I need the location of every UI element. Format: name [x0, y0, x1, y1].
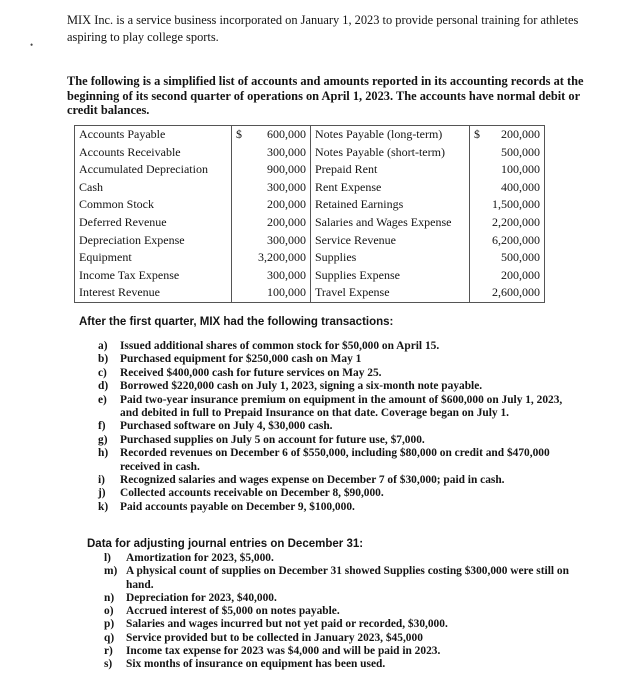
- accounts-description: The following is a simplified list of accounts and amounts reported in its accounting records at the beginning of its second quarter of operations on April 1, 2023. The accounts have normal debit or credit balances.: [67, 74, 584, 117]
- account-name-text: Accounts Receivable: [79, 144, 181, 159]
- account-name: [75, 144, 232, 162]
- account-name: [75, 232, 232, 250]
- account-name-text: Prepaid Rent: [315, 162, 378, 177]
- account-name-text: Notes Payable (short-term): [315, 144, 445, 159]
- account-name-text: Cash: [79, 179, 103, 194]
- table-row: [75, 179, 545, 197]
- adjustments-list: [104, 552, 579, 672]
- item-text: Issued additional shares of common stock for $50,000 on April 15.: [120, 340, 440, 352]
- account-name: [311, 196, 470, 214]
- account-amount: [470, 214, 545, 232]
- table-row: [75, 144, 545, 162]
- list-item: [98, 447, 578, 474]
- account-name: [75, 267, 232, 285]
- account-amount: [470, 196, 545, 214]
- table-row: [75, 161, 545, 179]
- account-amount-text: 300,000: [267, 179, 306, 194]
- account-name: [75, 161, 232, 179]
- item-text: Purchased software on July 4, $30,000 cash.: [120, 420, 333, 433]
- table-row: [75, 196, 545, 214]
- item-letter: r): [104, 645, 113, 658]
- account-amount: [470, 267, 545, 285]
- account-amount-text: 100,000: [267, 285, 306, 300]
- account-amount-text: 100,000: [501, 162, 540, 177]
- item-text: Depreciation for 2023, $40,000.: [126, 591, 277, 604]
- item-text: Purchased supplies on July 5 on account for future use, $7,000.: [120, 433, 425, 446]
- list-item: [98, 380, 578, 393]
- list-item: [104, 632, 579, 645]
- account-name-text: Rent Expense: [315, 179, 382, 194]
- list-item: [98, 434, 578, 447]
- table-row: [75, 267, 545, 285]
- item-text: Recorded revenues on December 6 of $550,000, including $80,000 on credit and $470,000 received in cash.: [120, 447, 550, 473]
- list-item: [98, 420, 578, 433]
- account-name: [311, 284, 470, 302]
- account-amount: [232, 249, 311, 267]
- item-letter: h): [98, 447, 109, 460]
- account-amount: [232, 267, 311, 285]
- account-name-text: Accumulated Depreciation: [79, 162, 208, 177]
- account-amount-text: 200,000: [267, 215, 306, 230]
- item-letter: f): [98, 420, 106, 433]
- account-amount-text: 300,000: [267, 267, 306, 282]
- account-amount-text: 3,200,000: [258, 250, 306, 265]
- table-row: [75, 284, 545, 302]
- account-amount-text: 200,000: [501, 267, 540, 282]
- item-letter: l): [104, 552, 111, 564]
- table-row: [75, 249, 545, 267]
- account-amount-text: 300,000: [267, 144, 306, 159]
- account-name: [75, 284, 232, 302]
- account-name: [311, 214, 470, 232]
- item-letter: c): [98, 366, 107, 379]
- transactions-list: [98, 340, 578, 514]
- account-amount-text: 2,200,000: [492, 215, 540, 230]
- adjusting-heading: Data for adjusting journal entries on December 31:: [87, 538, 364, 550]
- transactions-heading: After the first quarter, MIX had the following transactions:: [79, 316, 394, 328]
- item-letter: m): [104, 565, 118, 578]
- item-letter: i): [98, 474, 105, 487]
- list-item: [98, 501, 578, 514]
- item-letter: k): [98, 500, 109, 513]
- account-name: [311, 179, 470, 197]
- account-name-text: Salaries and Wages Expense: [315, 215, 452, 230]
- item-letter: j): [98, 487, 106, 500]
- item-letter: p): [104, 618, 115, 631]
- account-amount-text: 400,000: [501, 179, 540, 194]
- item-letter: n): [104, 591, 115, 604]
- account-name: [311, 161, 470, 179]
- item-text: Income tax expense for 2023 was $4,000 and will be paid in 2023.: [126, 645, 441, 658]
- account-amount-text: 200,000: [267, 197, 306, 212]
- item-letter: q): [104, 631, 115, 644]
- account-amount-text: 6,200,000: [492, 232, 540, 247]
- item-letter: a): [98, 340, 108, 352]
- list-item: [104, 605, 579, 618]
- account-name: [75, 249, 232, 267]
- account-name-text: Notes Payable (long-term): [315, 127, 443, 142]
- account-amount: [232, 126, 311, 144]
- list-item: [98, 394, 578, 421]
- currency-symbol: $: [236, 127, 242, 142]
- account-amount: [470, 179, 545, 197]
- account-amount-text: 1,500,000: [492, 197, 540, 212]
- item-text: Paid accounts payable on December 9, $100,000.: [120, 500, 355, 513]
- list-item: [104, 552, 579, 565]
- account-amount-text: 900,000: [267, 162, 306, 177]
- account-amount-text: 200,000: [501, 127, 540, 142]
- account-name-text: Depreciation Expense: [79, 232, 185, 247]
- account-name-text: Interest Revenue: [79, 285, 160, 300]
- account-name: [75, 126, 232, 144]
- account-name: [311, 144, 470, 162]
- item-text: Received $400,000 cash for future services on May 25.: [120, 366, 382, 379]
- item-text: Six months of insurance on equipment has been used.: [126, 658, 386, 671]
- item-text: Recognized salaries and wages expense on December 7 of $30,000; paid in cash.: [120, 474, 505, 487]
- list-item: [98, 474, 578, 487]
- account-amount: [470, 249, 545, 267]
- list-item: [104, 645, 579, 658]
- account-name: [311, 126, 470, 144]
- table-row: [75, 232, 545, 250]
- account-name-text: Travel Expense: [315, 285, 390, 300]
- account-name: [75, 214, 232, 232]
- account-name-text: Accounts Payable: [79, 127, 166, 142]
- account-name-text: Retained Earnings: [315, 197, 404, 212]
- account-name-text: Income Tax Expense: [79, 267, 180, 282]
- list-item: [98, 353, 578, 366]
- item-letter: e): [98, 393, 107, 406]
- account-name-text: Deferred Revenue: [79, 215, 167, 230]
- item-text: Salaries and wages incurred but not yet paid or recorded, $30,000.: [126, 618, 448, 631]
- item-letter: d): [98, 380, 109, 393]
- account-name-text: Equipment: [79, 250, 132, 265]
- item-text: Borrowed $220,000 cash on July 1, 2023, signing a six-month note payable.: [120, 380, 483, 393]
- account-amount: [470, 144, 545, 162]
- item-text: Accrued interest of $5,000 on notes payable.: [126, 605, 340, 618]
- account-name: [311, 267, 470, 285]
- account-name: [311, 232, 470, 250]
- account-amount: [232, 196, 311, 214]
- account-amount: [232, 161, 311, 179]
- account-name-text: Service Revenue: [315, 232, 396, 247]
- item-text: Purchased equipment for $250,000 cash on May 1: [120, 353, 362, 366]
- list-item: [104, 658, 579, 671]
- table-row: [75, 214, 545, 232]
- list-item: [98, 487, 578, 500]
- account-amount: [232, 232, 311, 250]
- account-amount: [470, 161, 545, 179]
- margin-mark: •: [30, 40, 34, 50]
- account-amount: [470, 126, 545, 144]
- item-text: Collected accounts receivable on December 8, $90,000.: [120, 487, 384, 500]
- account-name-text: Common Stock: [79, 197, 155, 212]
- list-item: [98, 367, 578, 380]
- item-text: Amortization for 2023, $5,000.: [126, 552, 274, 564]
- intro-paragraph: MIX Inc. is a service business incorporated on January 1, 2023 to provide personal training for athletes aspiring to play college sports.: [67, 13, 579, 44]
- item-text: Service provided but to be collected in January 2023, $45,000: [126, 631, 423, 644]
- account-name: [311, 249, 470, 267]
- account-amount: [470, 284, 545, 302]
- account-amount-text: 500,000: [501, 250, 540, 265]
- account-amount-text: 600,000: [267, 127, 306, 142]
- account-amount-text: 2,600,000: [492, 285, 540, 300]
- currency-symbol: $: [474, 127, 480, 142]
- list-item: [98, 340, 578, 353]
- account-amount: [232, 144, 311, 162]
- item-text: Paid two-year insurance premium on equipment in the amount of $600,000 on July 1, 2023, and debited in full to Prepaid Insurance on that date. Coverage began on July 1.: [120, 393, 563, 420]
- item-letter: b): [98, 353, 109, 366]
- account-name-text: Supplies: [315, 250, 357, 265]
- accounts-table: [74, 125, 545, 303]
- item-text: A physical count of supplies on December 31 showed Supplies costing $300,000 were still on hand.: [126, 565, 569, 591]
- list-item: [104, 618, 579, 631]
- account-name: [75, 179, 232, 197]
- account-name: [75, 196, 232, 214]
- account-amount-text: 500,000: [501, 144, 540, 159]
- item-letter: g): [98, 433, 108, 446]
- list-item: [104, 592, 579, 605]
- account-amount: [232, 179, 311, 197]
- account-amount: [232, 284, 311, 302]
- account-amount: [232, 214, 311, 232]
- table-row: [75, 126, 545, 144]
- account-name-text: Supplies Expense: [315, 267, 400, 282]
- item-letter: s): [104, 658, 113, 671]
- item-letter: o): [104, 605, 114, 618]
- list-item: [104, 565, 579, 592]
- account-amount-text: 300,000: [267, 232, 306, 247]
- account-amount: [470, 232, 545, 250]
